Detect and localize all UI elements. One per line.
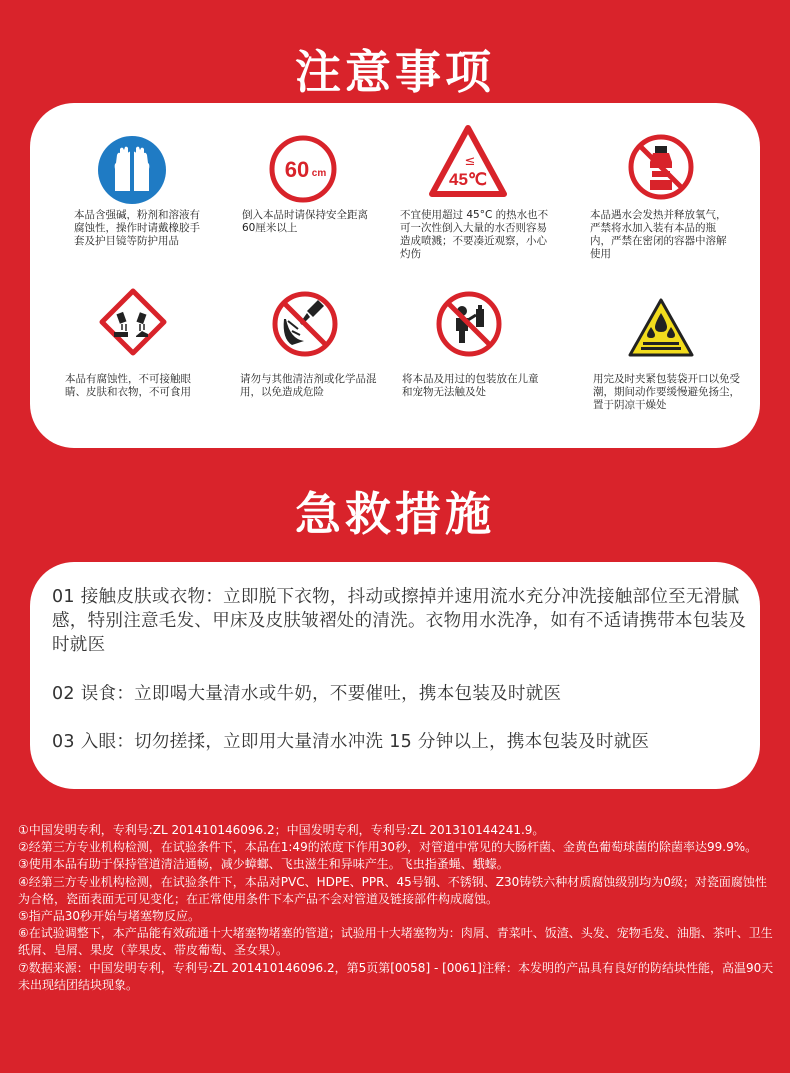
precaution-text-5: 本品有腐蚀性，不可接触眼睛、皮肤和衣物，不可食用 bbox=[65, 373, 191, 398]
precaution-text-6: 请勿与其他清洁剂或化学品混用，以免造成危险 bbox=[240, 373, 377, 398]
footnote-3: ③使用本品有助于保持管道清洁通畅，减少蟑螂、飞虫滋生和异味产生。飞虫指蚤蝇、蛾蠓。 bbox=[18, 857, 509, 872]
precaution-text-2: 倒入本品时请保持安全距离60厘米以上 bbox=[242, 209, 368, 234]
svg-text:60: 60 bbox=[284, 157, 310, 182]
temperature-45-warning-icon bbox=[428, 123, 508, 199]
keep-away-children-icon bbox=[434, 289, 504, 359]
footnote-6: ⑥在试验调整下，本产品能有效疏通十大堵塞物堵塞的管道；试验用十大堵塞物为：肉屑、青菜叶、饭渣、头发、宠物毛发、油脂、茶叶、卫生纸屑、皂屑、果皮（苹果皮、带皮葡萄、圣女果）。 bbox=[18, 926, 773, 958]
svg-text:45℃: 45℃ bbox=[448, 170, 488, 189]
precaution-text-7: 将本品及用过的包装放在儿童和宠物无法触及处 bbox=[402, 373, 539, 398]
gloves-icon bbox=[97, 135, 167, 205]
footnotes bbox=[18, 822, 778, 994]
precautions-title: 注意事项 bbox=[295, 45, 495, 99]
footnote-7: ⑦数据来源：中国发明专利，专利号:ZL 201410146096.2，第5页第[0058] - [0061]注释：本发明的产品具有良好的防结块性能，高温90天未出现结团结块现象。 bbox=[18, 960, 774, 992]
footnote-1: ①中国发明专利，专利号:ZL 201410146096.2；中国发明专利，专利号:ZL 201310144241.9。 bbox=[18, 823, 545, 837]
precautions-card bbox=[30, 103, 760, 448]
corrosive-hazard-icon bbox=[98, 287, 168, 357]
footnote-2: ②经第三方专业机构检测，在试验条件下，本品在1:49的浓度下作用30秒，对管道中常见的大肠杆菌、金黄色葡萄球菌的除菌率达99.9%。 bbox=[18, 840, 758, 855]
first-aid-skin: 01 接触皮肤或衣物：立即脱下衣物，抖动或擦掉并速用流水充分冲洗接触部位至无滑腻感，特别注意毛发、甲床及皮肤皱褶处的清洗。衣物用水洗净，如有不适请携带本包装及时就医 bbox=[52, 587, 747, 655]
first-aid-eyes: 03 入眼：切勿搓揉，立即用大量清水冲洗 15 分钟以上，携本包装及时就医 bbox=[52, 732, 650, 752]
precaution-text-4: 本品遇水会发热并释放氧气，严禁将水加入装有本品的瓶内，严禁在密闭的容器中溶解使用 bbox=[590, 209, 727, 260]
svg-text:cm: cm bbox=[311, 168, 327, 179]
distance-60cm-icon bbox=[268, 134, 338, 204]
keep-dry-warning-icon bbox=[627, 297, 695, 359]
precaution-text-1: 本品含强碱，粉剂和溶液有腐蚀性，操作时请戴橡胶手套及护目镜等防护用品 bbox=[74, 209, 200, 247]
first-aid-title: 急救措施 bbox=[295, 487, 495, 541]
footnote-4: ④经第三方专业机构检测，在试验条件下，本品对PVC、HDPE、PPR、45号钢、不锈钢、Z30铸铁六种材质腐蚀级别均为0级；对瓷面腐蚀性为合格，瓷面表面无可见变化；在正常使用条件下本产品不会对管道及链接部件构成腐蚀。 bbox=[18, 874, 767, 906]
precaution-text-3: 不宜使用超过 45°C 的热水也不可一次性倒入大量的水否则容易造成喷溅；不要凑近观察，小心灼伤 bbox=[400, 209, 549, 260]
no-mixing-chemicals-icon bbox=[270, 289, 340, 359]
footnote-5: ⑤指产品30秒开始与堵塞物反应。 bbox=[18, 909, 201, 924]
first-aid-ingestion: 02 误食：立即喝大量清水或牛奶，不要催吐，携本包装及时就医 bbox=[52, 684, 562, 704]
no-water-bottle-icon bbox=[626, 132, 696, 202]
svg-text:≤: ≤ bbox=[464, 154, 476, 169]
first-aid-card bbox=[30, 562, 760, 789]
precaution-text-8: 用完及时夹紧包装袋开口以免受潮，期间动作要缓慢避免扬尘，置于阴凉干燥处 bbox=[593, 373, 740, 411]
